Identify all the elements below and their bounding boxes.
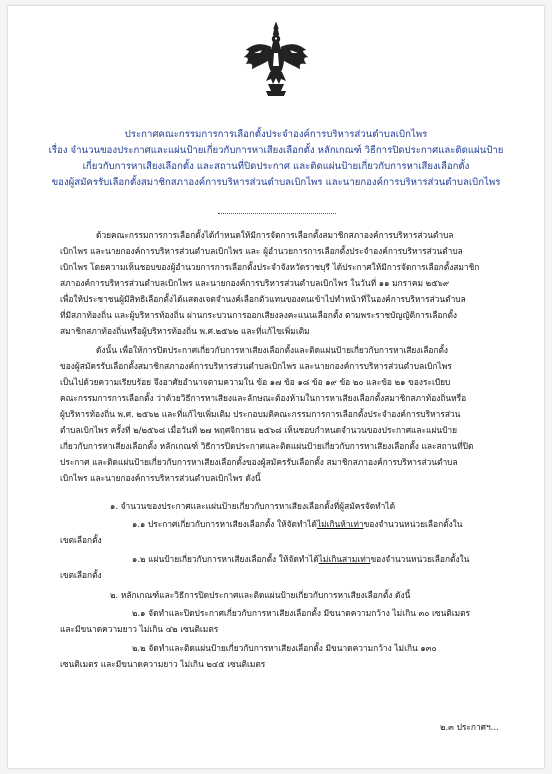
separator-line: [218, 213, 336, 214]
item-heading: ๑. จำนวนของประกาศและแผ่นป้ายเกี่ยวกับการหาเสียงเลือกตั้งที่ผู้สมัครจัดทำได้: [110, 501, 396, 511]
body-line: สมาชิกสภาท้องถิ่นหรือผู้บริหารท้องถิ่น พ.ศ.๒๕๖๒ และที่แก้ไขเพิ่มเติม: [60, 326, 310, 336]
body-line: ดังนั้น เพื่อให้การปิดประกาศเกี่ยวกับการหาเสียงเลือกตั้งและติดแผ่นป้ายเกี่ยวกับการหาเสียงเลือกตั้ง: [96, 345, 448, 355]
body-line: ตำบลเบิกไพร ครั้งที่ ๒/๒๕๖๘ เมื่อวันที่ ๒๗ พฤศจิกายน ๒๕๖๘ เห็นชอบกำหนดจำนวนของประกาศและแผ่นป้าย: [60, 425, 458, 435]
body-line: เกี่ยวกับการหาเสียงเลือกตั้ง หลักเกณฑ์ วิธีการปิดประกาศและติดแผ่นป้ายเกี่ยวกับการหาเสียงเลือกตั้ง และสถานที่ปิด: [60, 441, 474, 451]
item-line: ๑.๑ ประกาศเกี่ยวกับการหาเสียงเลือกตั้ง ให้จัดทำได้ไม่เกินห้าเท่าของจำนวนหน่วยเลือกตั้งใน: [132, 519, 463, 529]
body-line: ด้วยคณะกรรมการการเลือกตั้งได้กำหนดให้มีการจัดการเลือกตั้งสมาชิกสภาองค์การบริหารส่วนตำบล: [96, 230, 454, 240]
continuation-note: ๒.๓ ประกาศฯ...: [440, 722, 499, 732]
body-line: คณะกรรมการการเลือกตั้ง ว่าด้วยวิธีการหาเสียงและลักษณะต้องห้ามในการหาเสียงเลือกตั้งสมาชิกสภาท้องถิ่นหรือ: [60, 393, 467, 403]
body-line: เบิกไพร และนายกองค์การบริหารส่วนตำบลเบิกไพร และ ผู้อำนวยการการเลือกตั้งประจำองค์การบริหารส่วนตำบล: [60, 246, 463, 256]
item-line: เขตเลือกตั้ง: [60, 570, 102, 580]
body-line: ของผู้สมัครรับเลือกตั้งสมาชิกสภาองค์การบริหารส่วนตำบลเบิกไพร และนายกองค์การบริหารส่วนตำบลเบิกไพร: [60, 361, 452, 371]
item-heading: ๒. หลักเกณฑ์และวิธีการปิดประกาศและติดแผ่นป้ายเกี่ยวกับการหาเสียงเลือกตั้ง ดังนี้: [110, 590, 411, 600]
subject-line: เกี่ยวกับการหาเสียงเลือกตั้ง และสถานที่ปิดประกาศ และติดแผ่นป้ายเกี่ยวกับการหาเสียงเลือกตั้ง: [82, 161, 470, 172]
body-line: ที่มีสภาท้องถิ่น และผู้บริหารท้องถิ่น ผ่านกระบวนการออกเสียงลงคะแนนเลือกตั้ง ตามพระราชบัญญัติการเลือกตั้ง: [60, 310, 458, 320]
document-title: ประกาศคณะกรรมการการเลือกตั้งประจำองค์การบริหารส่วนตำบลเบิกไพร: [124, 129, 428, 140]
item-line: และมีขนาดความยาว ไม่เกิน ๔๒ เซนติเมตร: [60, 624, 219, 634]
item-line: เซนติเมตร และมีขนาดความยาว ไม่เกิน ๒๔๕ เซนติเมตร: [60, 659, 266, 669]
body-line: เบิกไพร โดยความเห็นชอบของผู้อำนวยการการเลือกตั้งประจำจังหวัดราชบุรี ได้ประกาศให้มีการจัดการเลือกตั้งสมาชิก: [60, 262, 480, 272]
body-line: เบิกไพร และนายกองค์การบริหารส่วนตำบลเบิกไพร ดังนี้: [60, 473, 261, 483]
body-line: ผู้บริหารท้องถิ่น พ.ศ. ๒๕๖๒ และที่แก้ไขเพิ่มเติม ประกอบมติคณะกรรมการการเลือกตั้งประจำองค์การบริหารส่วน: [60, 409, 461, 419]
item-line: ๒.๒ จัดทำและติดแผ่นป้ายเกี่ยวกับการหาเสียงเลือกตั้ง มีขนาดความกว้าง ไม่เกิน ๑๓๐: [132, 643, 437, 653]
body-line: สภาองค์การบริหารส่วนตำบลเบิกไพร และนายกองค์การบริหารส่วนตำบลเบิกไพร ในวันที่ ๑๑ มกราคม ๒๕๖๙: [60, 278, 449, 288]
body-line: เพื่อให้ประชาชนผู้มีสิทธิเลือกตั้งได้แสดงเจตจำนงค์เลือกตัวแทนของตนเข้าไปทำหน้าที่ในองค์การบริหารส่วนตำบล: [60, 294, 466, 304]
garuda-emblem: [240, 20, 312, 104]
subject-line: เรื่อง จำนวนของประกาศและแผ่นป้ายเกี่ยวกับการหาเสียงเลือกตั้ง หลักเกณฑ์ วิธีการปิดประกาศและติดแผ่นป้าย: [48, 145, 504, 156]
item-line: เขตเลือกตั้ง: [60, 535, 102, 545]
subject-line: ของผู้สมัครรับเลือกตั้งสมาชิกสภาองค์การบริหารส่วนตำบลเบิกไพร และนายกองค์การบริหารส่วนตำบลเบิกไพร: [51, 177, 501, 188]
body-line: เป็นไปด้วยความเรียบร้อย จึงอาศัยอำนาจตามความใน ข้อ ๑๗ ข้อ ๑๘ ข้อ ๑๙ ข้อ ๒๐ และข้อ ๒๑ ของระเบียบ: [60, 377, 451, 387]
item-line: ๑.๒ แผ่นป้ายเกี่ยวกับการหาเสียงเลือกตั้ง ให้จัดทำได้ไม่เกินสามเท่าของจำนวนหน่วยเลือกตั้งใน: [132, 554, 470, 564]
item-line: ๒.๑ จัดทำและปิดประกาศเกี่ยวกับการหาเสียงเลือกตั้ง มีขนาดความกว้าง ไม่เกิน ๓๐ เซนติเมตร: [132, 608, 471, 618]
body-line: ประกาศ และติดแผ่นป้ายเกี่ยวกับการหาเสียงเลือกตั้งของผู้สมัครรับเลือกตั้ง สมาชิกสภาองค์การบริหารส่วนตำบล: [60, 457, 458, 467]
